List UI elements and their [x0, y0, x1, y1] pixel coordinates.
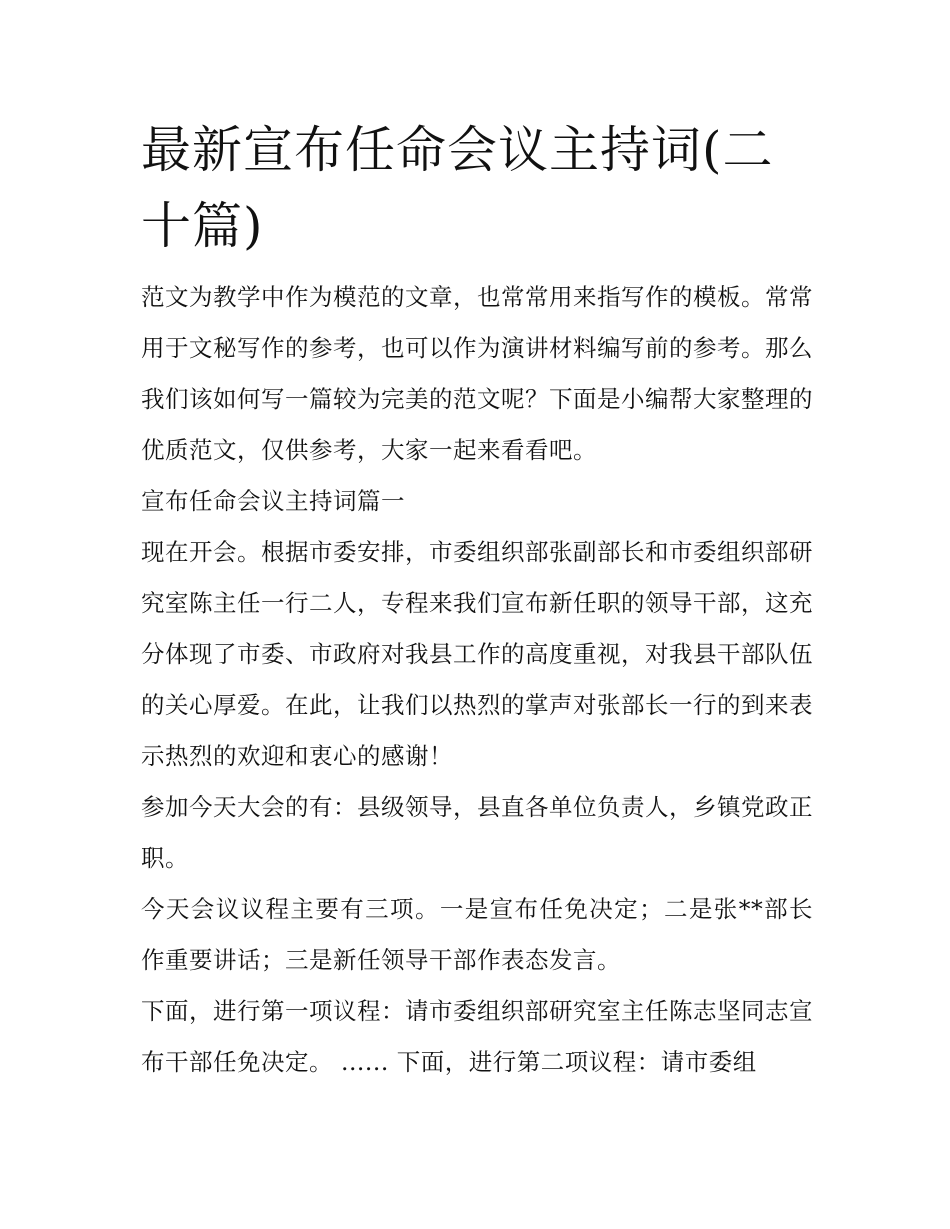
- agenda-paragraph: 今天会议议程主要有三项。一是宣布任免决定；二是张**部长作重要讲话；三是新任领导干部作表态发言。: [141, 895, 813, 974]
- document-page: [141, 112, 813, 1088]
- document-title: 最新宣布任命会议主持词(二十篇): [141, 121, 774, 255]
- intro-paragraph: 范文为教学中作为模范的文章，也常常用来指写作的模板。常常用于文秘写作的参考，也可以作为演讲材料编写前的参考。那么我们该如何写一篇较为完美的范文呢？下面是小编帮大家整理的优质范文，仅供参考，大家一起来看看吧。: [141, 283, 813, 464]
- section-heading: 宣布任命会议主持词篇一: [141, 487, 405, 515]
- opening-paragraph: 现在开会。根据市委安排，市委组织部张副部长和市委组织部研究室陈主任一行二人，专程来我们宣布新任职的领导干部，这充分体现了市委、市政府对我县工作的高度重视，对我县干部队伍的关心厚爱。在此，让我们以热烈的掌声对张部长一行的到来表示热烈的欢迎和衷心的感谢！: [141, 538, 813, 770]
- agenda-item-paragraph: 下面，进行第一项议程：请市委组织部研究室主任陈志坚同志宣布干部任免决定。 ...... 下面，进行第二项议程：请市委组: [141, 997, 813, 1076]
- attendees-paragraph: 参加今天大会的有：县级领导，县直各单位负责人，乡镇党政正职。: [141, 793, 813, 872]
